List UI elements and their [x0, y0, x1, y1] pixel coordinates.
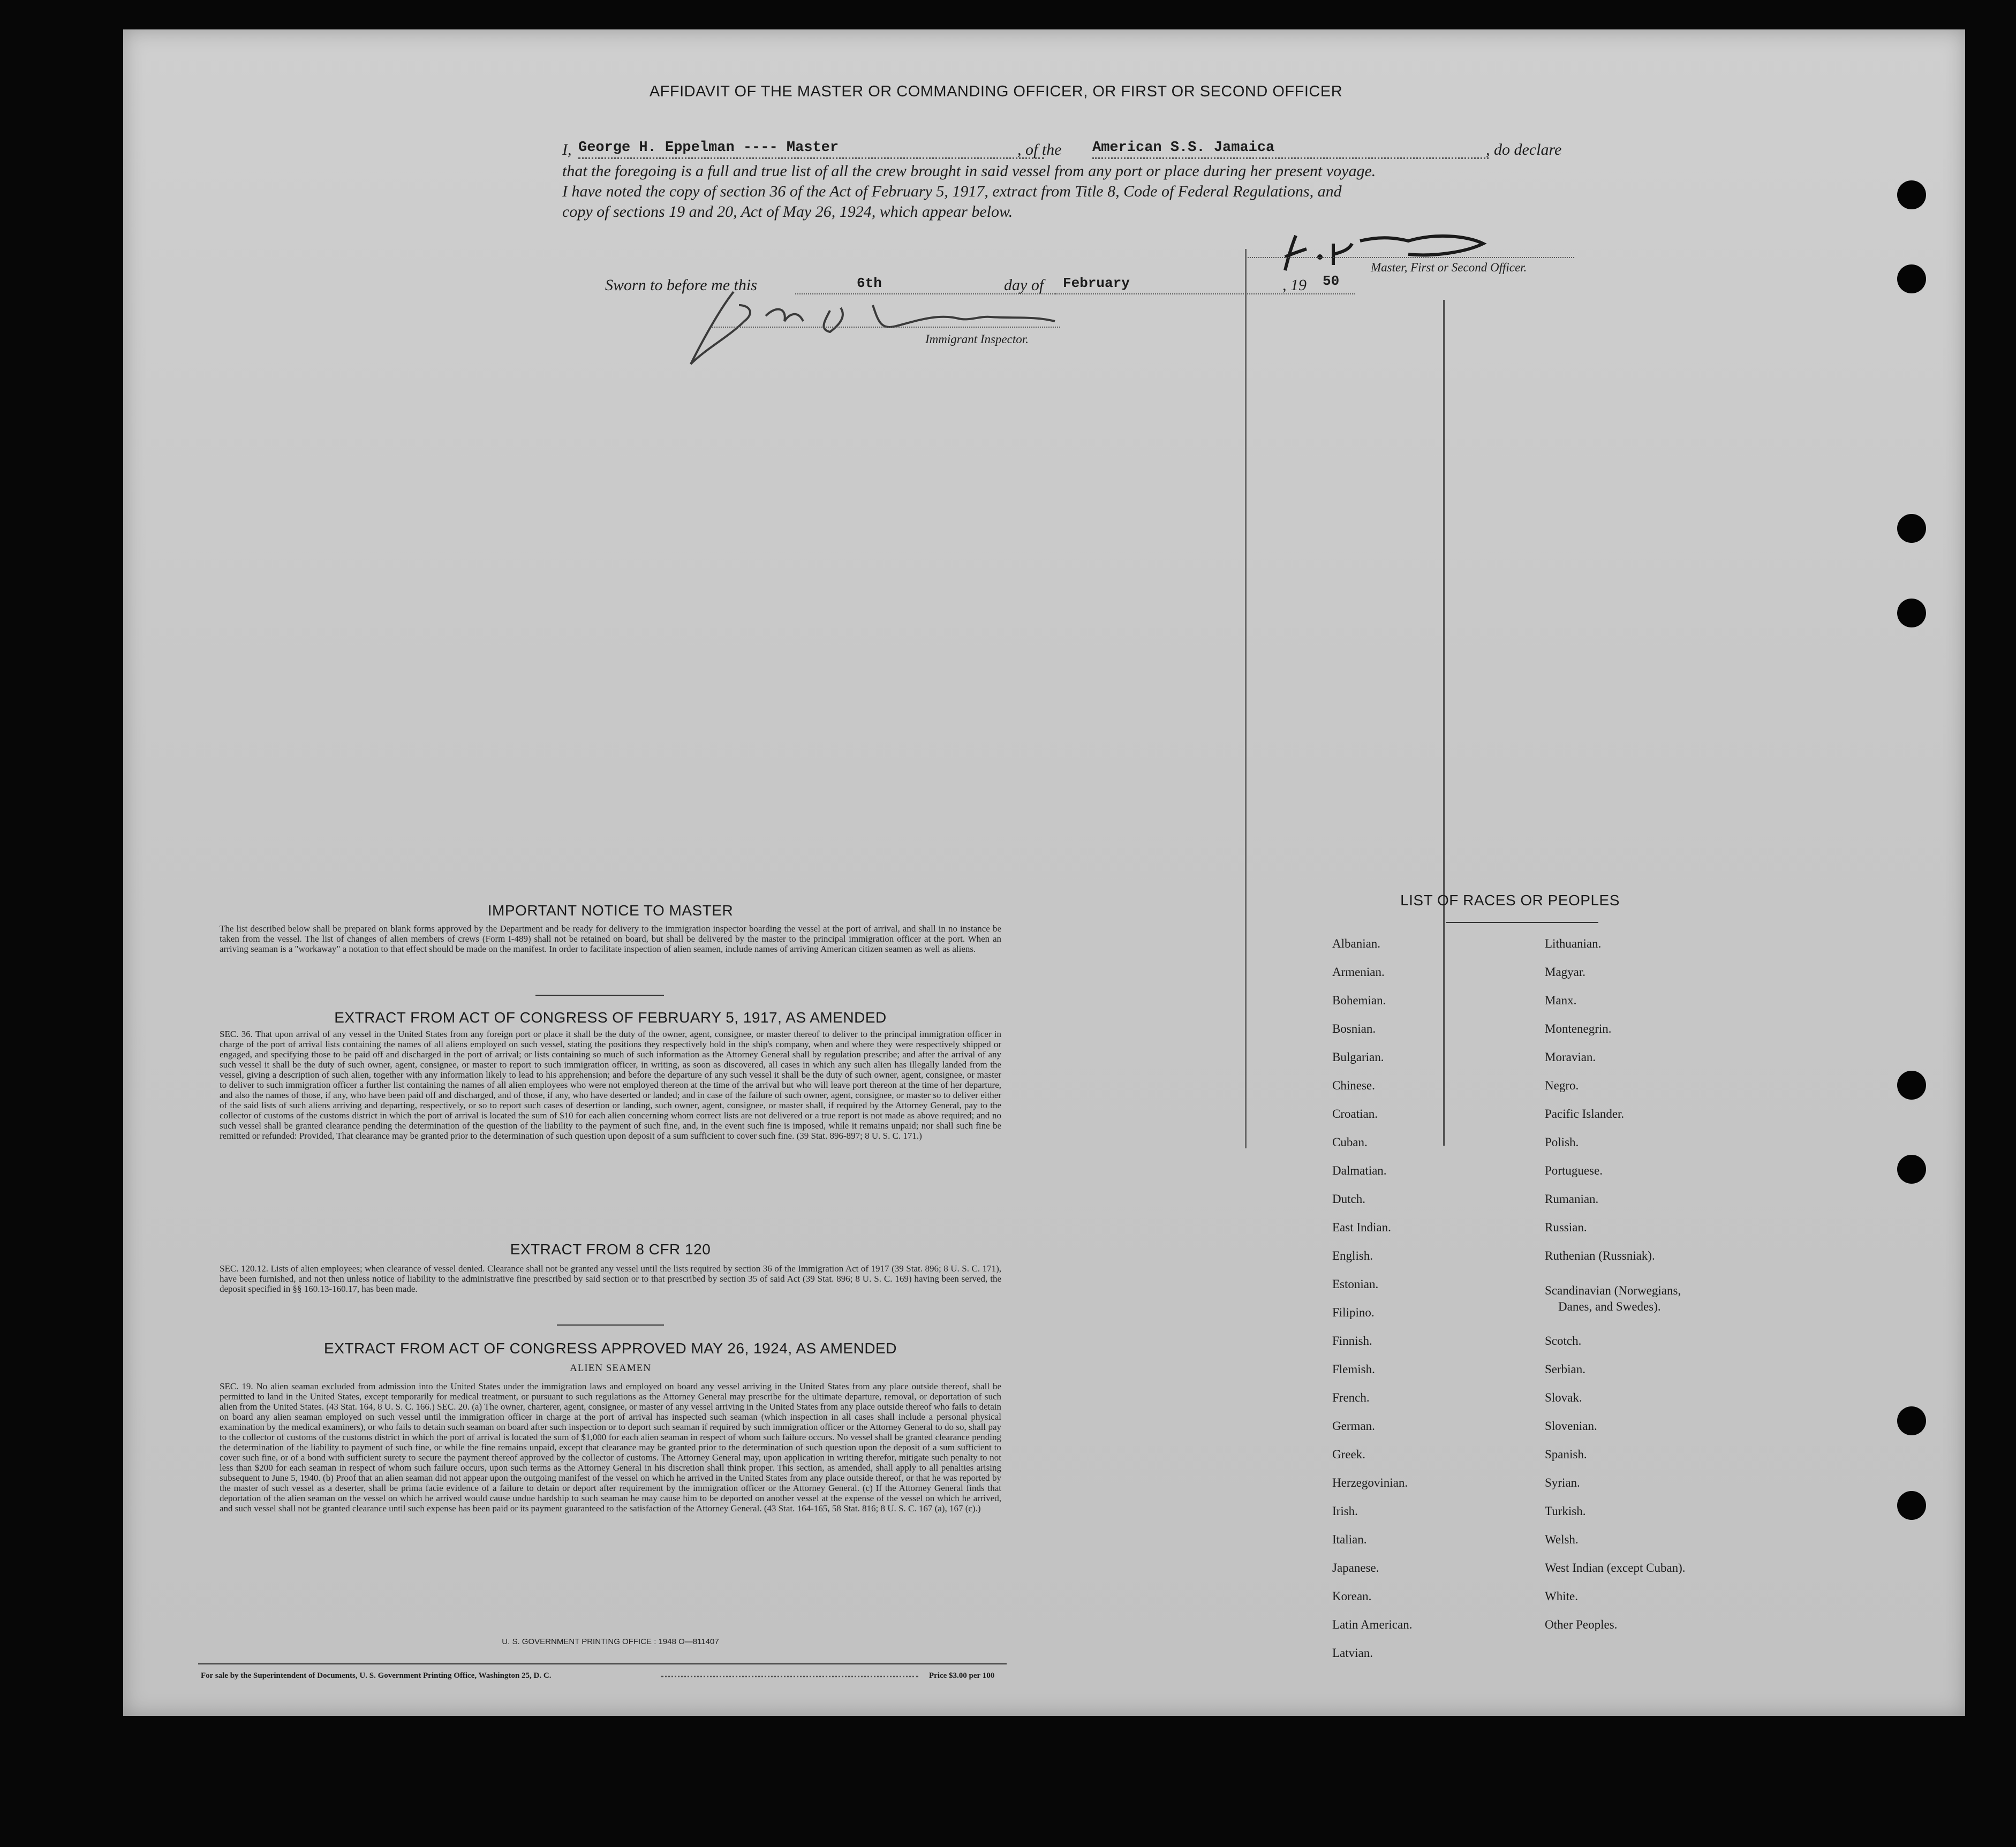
race-right-item: Serbian. [1545, 1362, 1586, 1376]
race-left-item: Bosnian. [1332, 1022, 1376, 1035]
race-left-item: Armenian. [1332, 965, 1385, 979]
race-left-item: Greek. [1332, 1448, 1365, 1461]
race-right-item: Negro. [1545, 1079, 1579, 1092]
race-right-item: Russian. [1545, 1221, 1587, 1234]
extract-1917-title: EXTRACT FROM ACT OF CONGRESS OF FEBRUARY 5, 1917, AS AMENDED [334, 1009, 887, 1026]
affidavit-mid: , of the [1017, 141, 1062, 158]
race-left-item: Latin American. [1332, 1618, 1413, 1631]
affidavit-title: AFFIDAVIT OF THE MASTER OR COMMANDING OFFICER, OR FIRST OR SECOND OFFICER [649, 83, 1343, 100]
affidavit-line4: copy of sections 19 and 20, Act of May 26, 1924, which appear below. [562, 203, 1013, 221]
races-title-underline [1446, 922, 1598, 923]
officer-name-underline [578, 157, 1044, 159]
race-left-item: Cuban. [1332, 1136, 1368, 1149]
vertical-rule-right [1443, 300, 1445, 1146]
extract-1924-text: SEC. 19. No alien seaman excluded from admission into the United States under the immigration laws and employed on board any vessel arriving in the United States from any place outside thereof, shall be permitted to land in the United States, except temporarily for medical treatment, or pursuant to such regulations as the Attorney General may prescribe for the ultimate departure, removal, or deportation of such alien from the United States. (43 Stat. 164, 8 U. S. C. 166.) SEC. 20. (a) The owner, charterer, agent, consignee, or master of any vessel arriving in the United States from any place outside thereof who fails to detain on board any alien seaman employed on such vessel until the immigration officer in charge at the port of arrival has inspected such seaman (which inspection in all cases shall include a personal physical examination by the medical examiners), or who fails to detain such seaman on board after such inspection or to deport such seaman if required by such immigration officer or the Attorney General to do so, shall pay to the collector of customs of the customs district in which the port of arrival is located the sum of $1,000 for each alien seaman in respect of whom such failure occurs. No vessel shall be granted clearance pending the determination of the liability to payment of such fine, or while the fine remains unpaid, except that clearance may be granted prior to the determination of such question upon the deposit of a sum sufficient to cover such fine, or of a bond with sufficient surety to secure the payment thereof approved by the collector of customs. The Attorney General may, upon application in writing therefor, mitigate such penalty to not less than $200 for each seaman in respect of whom such failure occurs, upon such terms as the Attorney General in his discretion shall think proper. This section, as amended, shall apply to all penalties arising subsequent to June 5, 1940. (b) Proof that an alien seaman did not appear upon the outgoing manifest of the vessel on which he arrived in the United States from any place outside thereof, or that he was reported by the master of such vessel as a deserter, shall be prima facie evidence of a failure to detain or deport after requirement by the immigration officer or the Attorney General. (c) If the Attorney General finds that deportation of the alien seaman on the vessel on which he arrived would cause undue hardship to such seaman he may cause him to be deported on another vessel at the expense of the vessel on which he arrived, and such vessel shall not be granted clearance until such expense has been paid or its payment guaranteed to the satisfaction of the Attorney General. (43 Stat. 164-165, 58 Stat. 816; 8 U. S. C. 167 (a), 167 (c).) [220, 1381, 1001, 1513]
sworn-day: 6th [857, 275, 882, 291]
race-left-item: Japanese. [1332, 1561, 1379, 1575]
race-left-item: Dutch. [1332, 1192, 1365, 1206]
race-left-item: French. [1332, 1391, 1370, 1404]
binder-hole [1897, 1071, 1926, 1100]
race-left-item: Bulgarian. [1332, 1050, 1384, 1064]
binder-hole [1897, 599, 1926, 627]
race-right-item: Turkish. [1545, 1504, 1586, 1518]
race-left-item: Latvian. [1332, 1646, 1373, 1660]
affidavit-prefix: I, [562, 141, 572, 158]
extract-1924-title: EXTRACT FROM ACT OF CONGRESS APPROVED MAY 26, 1924, AS AMENDED [324, 1340, 897, 1357]
race-right-item: Manx. [1545, 994, 1577, 1007]
race-left-item: English. [1332, 1249, 1373, 1262]
year-prefix: , 19 [1282, 276, 1307, 294]
notice-title: IMPORTANT NOTICE TO MASTER [487, 902, 734, 919]
race-right-item: Other Peoples. [1545, 1618, 1618, 1631]
race-left-item: Italian. [1332, 1533, 1367, 1546]
sworn-month: February [1063, 275, 1130, 291]
race-right-item: Scotch. [1545, 1334, 1582, 1348]
race-left-item: Flemish. [1332, 1362, 1375, 1376]
race-right-item: Ruthenian (Russniak). [1545, 1249, 1655, 1262]
officer-name: George H. Eppelman ---- Master [578, 140, 839, 156]
notice-divider [535, 995, 664, 996]
race-right-item: Welsh. [1545, 1533, 1579, 1546]
race-right-item: Moravian. [1545, 1050, 1596, 1064]
printing-office: U. S. GOVERNMENT PRINTING OFFICE : 1948 O—811407 [502, 1637, 719, 1646]
inspector-line [712, 327, 1060, 328]
extract-1924-subtitle: ALIEN SEAMEN [570, 1362, 651, 1374]
race-right-item: Polish. [1545, 1136, 1579, 1149]
affidavit-line3: I have noted the copy of section 36 of the Act of February 5, 1917, extract from Title 8, Code of Federal Regulations, and [562, 183, 1342, 200]
race-right-item: Rumanian. [1545, 1192, 1599, 1206]
binder-hole [1897, 1406, 1926, 1435]
race-left-item: Dalmatian. [1332, 1164, 1387, 1177]
month-underline [1055, 293, 1355, 294]
race-right-item: Pacific Islander. [1545, 1107, 1625, 1121]
binder-hole [1897, 180, 1926, 209]
race-left-item: Herzegovinian. [1332, 1476, 1408, 1489]
binder-hole [1897, 264, 1926, 293]
race-right-item: West Indian (except Cuban). [1545, 1561, 1686, 1575]
race-right-item: Slovenian. [1545, 1419, 1597, 1433]
race-right-item: Montenegrin. [1545, 1022, 1612, 1035]
cfr-divider [557, 1324, 664, 1326]
race-left-item: Albanian. [1332, 937, 1381, 950]
inspector-caption: Immigrant Inspector. [925, 332, 1029, 346]
binder-hole [1897, 1491, 1926, 1520]
footer-left: For sale by the Superintendent of Documents, U. S. Government Printing Office, Washington 25, D. C. [201, 1671, 552, 1680]
day-of: day of [1004, 276, 1044, 294]
sworn-prefix: Sworn to before me this [605, 276, 757, 294]
binder-hole [1897, 1155, 1926, 1184]
races-title: LIST OF RACES OR PEOPLES [1400, 892, 1620, 909]
race-right-item: Portuguese. [1545, 1164, 1603, 1177]
race-left-item: Korean. [1332, 1589, 1372, 1603]
footer-rule [198, 1663, 1007, 1664]
race-left-item: Irish. [1332, 1504, 1358, 1518]
extract-cfr-title: EXTRACT FROM 8 CFR 120 [510, 1241, 711, 1258]
race-right-item: Danes, and Swedes). [1558, 1300, 1661, 1313]
notice-text: The list described below shall be prepared on blank forms approved by the Department and be ready for delivery to the immigration inspector boarding the vessel at the port of arrival, and shall in no instance be taken from the vessel. The list of changes of alien members of crews (Form I-489) shall not be retained on board, but shall be delivered by the master to the principal immigration officer at the port. When an arriving seaman is a "workaway" a notation to that effect should be made on the manifest. In order to facilitate inspection of alien seamen, include names of arriving American citizen seamen as well as aliens. [220, 924, 1001, 954]
race-right-item: Magyar. [1545, 965, 1586, 979]
race-left-item: Filipino. [1332, 1306, 1375, 1319]
race-right-item: Lithuanian. [1545, 937, 1602, 950]
affidavit-line1 [562, 140, 1590, 162]
race-left-item: Finnish. [1332, 1334, 1372, 1348]
binder-hole [1897, 514, 1926, 543]
race-left-item: Bohemian. [1332, 994, 1386, 1007]
vessel-underline [1092, 157, 1489, 159]
vertical-rule-left [1245, 249, 1247, 1148]
extract-1917-text: SEC. 36. That upon arrival of any vessel in the United States from any foreign port or place it shall be the duty of the owner, agent, consignee, or master thereof to deliver to the principal immigration officer in charge of the port of arrival lists containing the names of all aliens employed on such vessel, stating the positions they respectively hold in the ship's company, when and where they were respectively shipped or engaged, and specifying those to be paid off and discharged in the port of arrival; or lists containing so much of such information as the Attorney General shall by regulation prescribe; and after the arrival of any such vessel it shall be the duty of such owner, agent, consignee, or master to report to such immigration officer, in writing, as soon as discovered, all cases in which any such alien has illegally landed from the vessel, giving a description of such alien, together with any information likely to lead to his apprehension; and before the departure of any such vessel it shall be the duty of such owner, agent, consignee, or master to deliver to such immigration officer a further list containing the names of all alien employees who were not employed thereon at the time of the arrival but who will leave port thereon at the time of her departure, and also the names of those, if any, who have been paid off and discharged, and of those, if any, who have deserted or landed; and in case of the failure of such owner, agent, consignee, or master so to deliver either of the said lists of such aliens arriving and departing, respectively, or so to report such cases of desertion or landing, such owner, agent, consignee, or master shall, if required by the Attorney General, pay to the collector of customs of the customs district in which the port of arrival is located the sum of $10 for each alien concerning whom correct lists are not delivered or a true report is not made as above required; and no such vessel shall be granted clearance pending the determination of the question of the liability to the payment of such fine, and, in the event such fine is imposed, while it remains unpaid; nor shall such fine be remitted or refunded: Provided, That clearance may be granted prior to the determination of such question upon deposit of a sum sufficient to cover such fine. (39 Stat. 896-897; 8 U. S. C. 171.) [220, 1029, 1001, 1141]
race-left-item: Estonian. [1332, 1277, 1379, 1291]
footer-leader [661, 1676, 918, 1677]
vessel-name: American S.S. Jamaica [1092, 140, 1275, 156]
race-left-item: Chinese. [1332, 1079, 1375, 1092]
race-right-item: White. [1545, 1589, 1578, 1603]
race-right-item: Scandinavian (Norwegians, [1545, 1284, 1681, 1297]
extract-cfr-text: SEC. 120.12. Lists of alien employees; when clearance of vessel denied. Clearance shall not be granted any vessel until the lists required by section 36 of the Immigration Act of 1917 (39 Stat. 896; 8 U. S. C. 171), have been furnished, and not then unless notice of liability to the administrative fine prescribed by said section or to that prescribed by section 35 of said Act (39 Stat. 896; 8 U. S. C. 169) having been served, the deposit specified in §§ 160.13-160.17, has been made. [220, 1263, 1001, 1294]
race-left-item: East Indian. [1332, 1221, 1391, 1234]
race-right-item: Slovak. [1545, 1391, 1582, 1404]
footer-right: Price $3.00 per 100 [929, 1671, 995, 1680]
race-right-item: Spanish. [1545, 1448, 1587, 1461]
affidavit-declare: , do declare [1486, 141, 1562, 158]
affidavit-line2: that the foregoing is a full and true list of all the crew brought in said vessel from any port or place during her present voyage. [562, 162, 1376, 180]
race-right-item: Syrian. [1545, 1476, 1580, 1489]
year-suffix: 50 [1323, 273, 1340, 289]
signature-caption: Master, First or Second Officer. [1371, 261, 1527, 274]
race-left-item: German. [1332, 1419, 1375, 1433]
race-left-item: Croatian. [1332, 1107, 1378, 1121]
